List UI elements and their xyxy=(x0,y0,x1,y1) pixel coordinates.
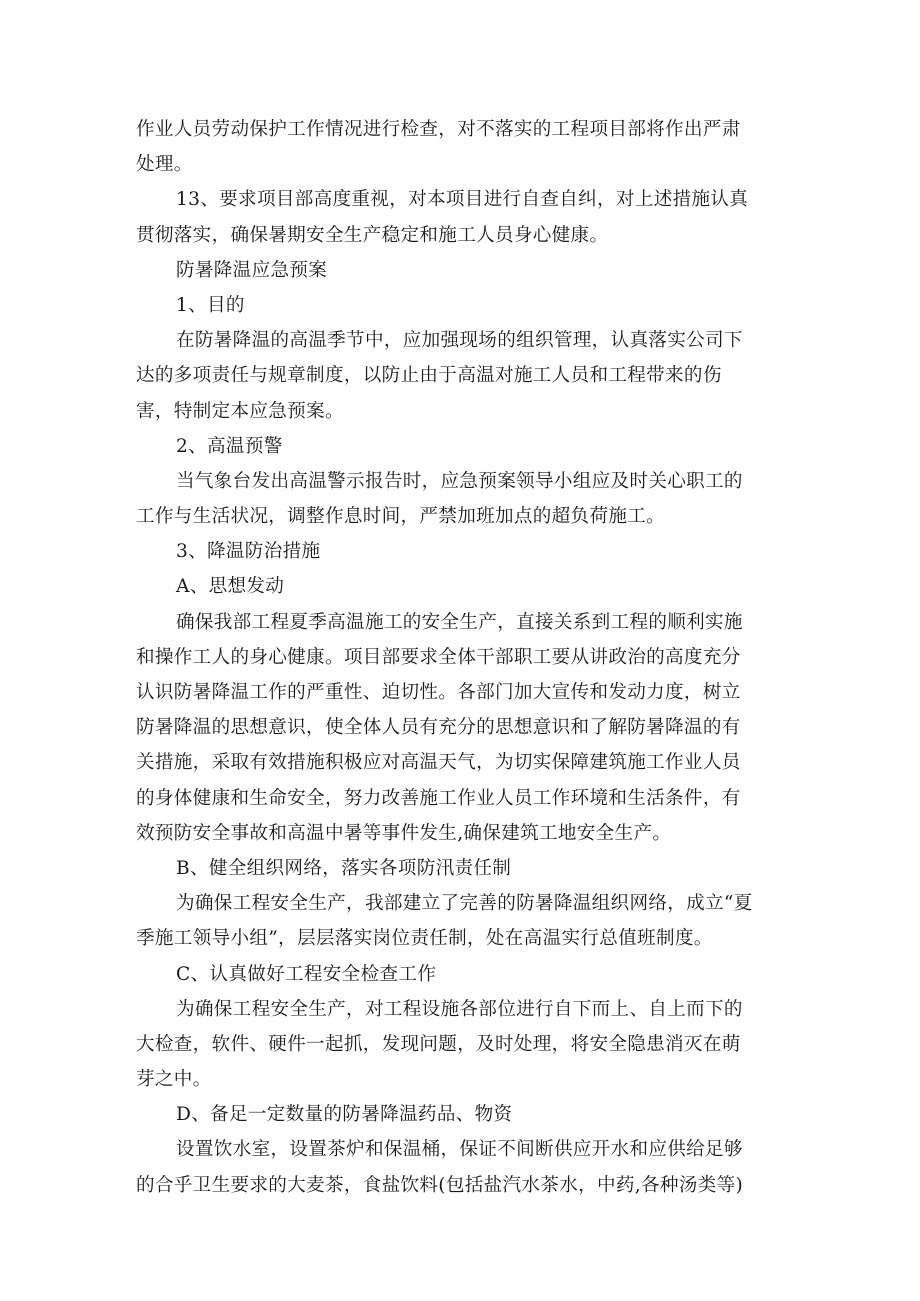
text-line: 防暑降温应急预案 xyxy=(176,259,328,281)
text-line: 贯彻落实，确保暑期安全生产稳定和施工人员身心健康。 xyxy=(136,224,609,246)
text-line: 的合乎卫生要求的大麦茶，食盐饮料(包括盐汽水茶水，中药,各种汤类等) xyxy=(136,1174,744,1196)
text-line: 和操作工人的身心健康。项目部要求全体干部职工要从讲政治的高度充分 xyxy=(136,646,741,668)
document-body xyxy=(136,112,796,1203)
text-line: 3、降温防治措施 xyxy=(176,541,321,563)
text-line: 的身体健康和生命安全，努力改善施工作业人员工作环境和生活条件，有 xyxy=(136,787,741,809)
text-line: 芽之中。 xyxy=(136,1069,212,1091)
text-line: C、认真做好工程安全检查工作 xyxy=(176,963,437,985)
text-line: 处理。 xyxy=(136,154,193,176)
text-line: 大检查，软件、硬件一起抓，发现问题，及时处理，将安全隐患消灭在萌 xyxy=(136,1033,741,1055)
text-line: D、备足一定数量的防暑降温药品、物资 xyxy=(176,1104,513,1126)
text-line: A、思想发动 xyxy=(176,576,285,598)
text-line: 1、目的 xyxy=(176,294,245,316)
text-line: 为确保工程安全生产，我部建立了完善的防暑降温组织网络，成立“夏 xyxy=(176,893,753,915)
text-line: B、健全组织网络，落实各项防汛责任制 xyxy=(176,857,512,879)
text-line: 13、要求项目部高度重视，对本项目进行自查自纠，对上述措施认真 xyxy=(176,189,749,211)
text-line: 设置饮水室，设置茶炉和保温桶，保证不间断供应开水和应供给足够 xyxy=(176,1139,743,1161)
text-line: 效预防安全事故和高温中暑等事件发生,确保建筑工地安全生产。 xyxy=(136,822,672,844)
text-line: 在防暑降温的高温季节中，应加强现场的组织管理，认真落实公司下 xyxy=(176,330,743,352)
text-line: 防暑降温的思想意识，使全体人员有充分的思想意识和了解防暑降温的有 xyxy=(136,717,741,739)
text-line: 当气象台发出高温警示报告时，应急预案领导小组应及时关心职工的 xyxy=(176,470,743,492)
text-line: 害，特制定本应急预案。 xyxy=(136,400,344,422)
text-line: 作业人员劳动保护工作情况进行检查，对不落实的工程项目部将作出严肃 xyxy=(136,119,741,140)
text-line: 关措施，采取有效措施积极应对高温天气，为切实保障建筑施工作业人员 xyxy=(136,752,741,774)
text-line: 为确保工程安全生产，对工程设施各部位进行自下而上、自上而下的 xyxy=(176,998,743,1020)
text-line: 2、高温预警 xyxy=(176,435,283,457)
text-line: 认识防暑降温工作的严重性、迫切性。各部门加大宣传和发动力度，树立 xyxy=(136,682,741,703)
text-line: 达的多项责任与规章制度，以防止由于高温对施工人员和工程带来的伤 xyxy=(136,365,722,387)
text-line: 工作与生活状况，调整作息时间，严禁加班加点的超负荷施工。 xyxy=(136,506,666,528)
text-line: 季施工领导小组”，层层落实岗位责任制，处在高温实行总值班制度。 xyxy=(136,928,713,950)
text-line: 确保我部工程夏季高温施工的安全生产，直接关系到工程的顺利实施 xyxy=(176,611,743,633)
